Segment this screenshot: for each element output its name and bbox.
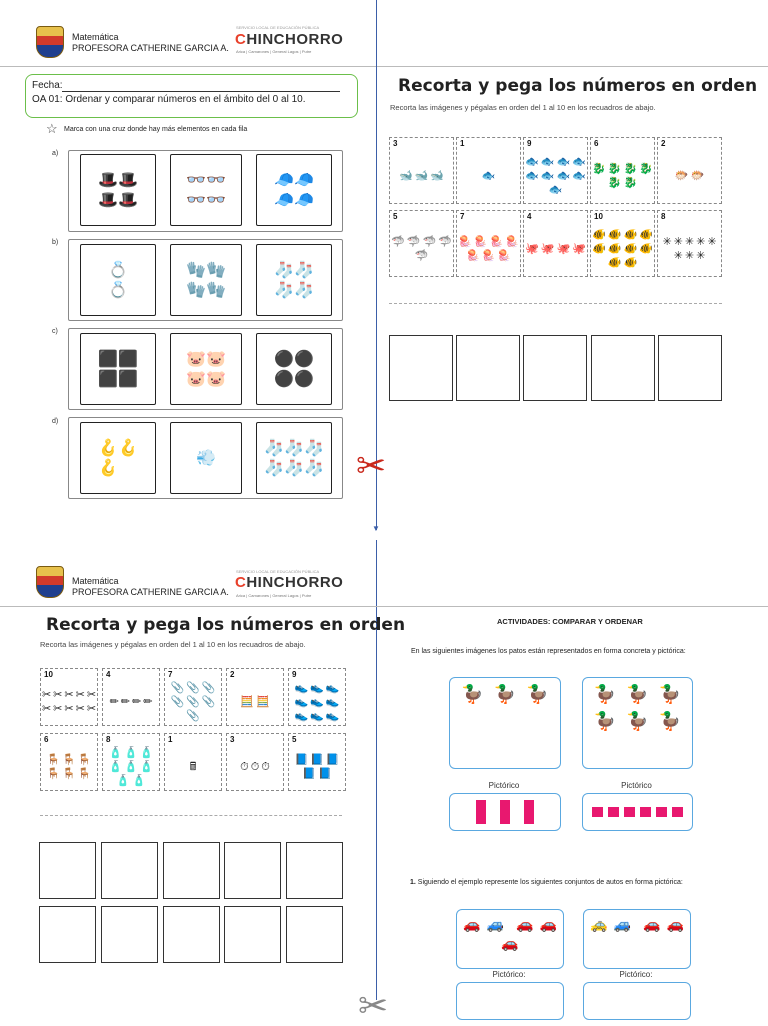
card-pictures xyxy=(227,679,283,725)
car-icon: 🚗 xyxy=(643,916,661,932)
card-item-icon: 🐟 xyxy=(481,169,496,182)
p2-card-5[interactable] xyxy=(288,733,346,791)
card-number: 6 xyxy=(44,735,49,744)
brand-name-2: HINCHORRO xyxy=(246,574,344,591)
objective-text: OA 01: Ordenar y comparar números en el ámbito del 0 al 10. xyxy=(32,94,306,105)
card-item-icon: 🦈 xyxy=(391,235,405,248)
page2-left-subtitle: Recorta las imágenes y pégalas en orden del 1 al 10 en los recuadros de abajo. xyxy=(40,640,306,649)
card-number: 6 xyxy=(594,139,599,148)
card-number: 1 xyxy=(460,139,465,148)
card-pictures xyxy=(658,148,721,203)
card-item-icon: 🐠 xyxy=(623,256,638,269)
card-item-icon: 👟 xyxy=(294,682,309,694)
card-item-icon: 🐉 xyxy=(639,162,653,175)
paste-box-p2-2[interactable] xyxy=(101,842,158,899)
row-label-c: c) xyxy=(52,328,58,335)
card-item-icon: 🐟 xyxy=(525,169,539,182)
card-number: 7 xyxy=(168,670,173,679)
card-item-icon: 🐉 xyxy=(623,176,638,189)
card-number: 7 xyxy=(460,212,465,221)
p1-card-10[interactable] xyxy=(590,210,655,277)
card-item-icon: ✂ xyxy=(86,703,97,715)
brand-top-text: SERVICIO LOCAL DE EDUCACIÓN PÚBLICA xyxy=(236,25,320,30)
pictorico-bar xyxy=(624,807,635,817)
card-item-icon: 🐙 xyxy=(525,242,539,255)
pictorico-bar xyxy=(640,807,651,817)
card-pictures xyxy=(103,679,159,725)
row-d-cell-2[interactable]: 💨 xyxy=(170,422,242,494)
card-item-icon: 🐉 xyxy=(623,162,638,175)
duck-icon: 🦆 xyxy=(461,684,484,704)
car-icon: 🚗 xyxy=(501,935,519,951)
card-item-icon: 📎 xyxy=(201,682,216,694)
p2-card-4[interactable] xyxy=(102,668,160,726)
card-number: 3 xyxy=(393,139,398,148)
card-item-icon: 🐡 xyxy=(690,169,705,182)
card-item-icon: ✏ xyxy=(132,696,142,708)
card-number: 10 xyxy=(594,212,603,221)
card-item-icon: ⏱ xyxy=(261,761,270,773)
row-a-cell-3[interactable]: 🧢🧢 🧢🧢 xyxy=(256,154,332,226)
star-icon: ☆ xyxy=(46,121,58,136)
car-icon: 🚙 xyxy=(486,916,504,932)
paste-box-p2-10[interactable] xyxy=(286,906,343,963)
brand-logo-2 xyxy=(235,574,343,591)
card-item-icon: ✂ xyxy=(86,689,97,701)
card-item-icon: 🪑 xyxy=(62,754,76,766)
card-item-icon: 📘 xyxy=(294,754,309,766)
card-item-icon: ✳ xyxy=(696,249,706,262)
card-item-icon: 🧴 xyxy=(139,747,154,759)
duck-icon: 🦆 xyxy=(626,684,649,704)
card-item-icon: 👟 xyxy=(294,710,309,722)
card-item-icon: 🐋 xyxy=(430,169,445,182)
card-pictures xyxy=(227,744,283,790)
row-label-a: a) xyxy=(52,150,59,157)
paste-box-p2-9[interactable] xyxy=(224,906,281,963)
row-c-cell-1[interactable]: ⬛⬛ ⬛⬛ xyxy=(80,333,156,405)
p1-card-4[interactable] xyxy=(523,210,588,277)
activities-title: ACTIVIDADES: COMPARAR Y ORDENAR xyxy=(497,617,643,626)
paste-box-1[interactable] xyxy=(389,335,453,401)
card-item-icon: 🪼 xyxy=(473,235,488,248)
card-number: 1 xyxy=(168,735,173,744)
card-pictures xyxy=(524,221,587,276)
header-subject: Matemática xyxy=(72,32,119,42)
card-item-icon: 🖩 xyxy=(189,761,197,773)
card-item-icon: ✂ xyxy=(41,689,52,701)
cut-dash-2 xyxy=(40,815,342,816)
car-icon: 🚗 xyxy=(463,916,481,932)
duck-icon: 🦆 xyxy=(593,711,617,731)
card-number: 8 xyxy=(661,212,666,221)
paste-box-4[interactable] xyxy=(591,335,655,401)
cars-set-left xyxy=(456,909,564,969)
row-a-cell-1[interactable]: 🎩🎩 🎩🎩 xyxy=(80,154,156,226)
p2-card-7[interactable] xyxy=(164,668,222,726)
cut-line-vertical-2 xyxy=(376,540,377,1000)
card-item-icon: ✂ xyxy=(75,689,85,701)
card-item-icon: ✳ xyxy=(662,235,672,248)
answer-box-right[interactable] xyxy=(583,982,691,1020)
paste-box-2[interactable] xyxy=(456,335,520,401)
brand-sub: Arica | Camarones | General Lagos | Putre xyxy=(236,49,312,54)
car-icon: 🚗 xyxy=(666,916,684,932)
card-number: 5 xyxy=(393,212,398,221)
card-item-icon: 🐠 xyxy=(592,228,606,241)
card-item-icon: 👟 xyxy=(310,696,324,708)
card-item-icon: 🪼 xyxy=(505,235,519,248)
paste-box-p2-4[interactable] xyxy=(224,842,281,899)
card-item-icon: 📎 xyxy=(170,682,185,694)
card-item-icon: 🦈 xyxy=(406,235,421,248)
card-item-icon: 🐟 xyxy=(556,169,571,182)
p1-card-9[interactable] xyxy=(523,137,588,204)
school-logo-2 xyxy=(36,566,64,598)
row-b-cell-3[interactable]: 🧦🧦 🧦🧦 xyxy=(256,244,332,316)
p1-card-5[interactable] xyxy=(389,210,454,277)
car-icon: 🚕 xyxy=(590,916,608,932)
row-a-cell-2[interactable]: 👓👓 👓👓 xyxy=(170,154,242,226)
p1-card-8[interactable] xyxy=(657,210,722,277)
card-number: 8 xyxy=(106,735,111,744)
pictorico-colon-left: Pictórico: xyxy=(492,970,526,979)
card-item-icon: 🐠 xyxy=(639,242,653,255)
brand-sub-2: Arica | Camarones | General Lagos | Putre xyxy=(236,593,312,598)
card-item-icon: 📘 xyxy=(318,768,332,780)
card-item-icon: ✳ xyxy=(673,249,683,262)
header-teacher: PROFESORA CATHERINE GARCIA A. xyxy=(72,43,229,53)
card-item-icon: 👟 xyxy=(325,682,340,694)
p2-card-2[interactable] xyxy=(226,668,284,726)
card-pictures xyxy=(103,744,159,790)
card-item-icon: 🐙 xyxy=(572,242,586,255)
card-pictures xyxy=(165,744,221,790)
card-item-icon: 📎 xyxy=(170,696,185,708)
row-c-cell-2[interactable]: 🐷🐷 🐷🐷 xyxy=(170,333,242,405)
card-number: 10 xyxy=(44,670,53,679)
paste-box-p2-3[interactable] xyxy=(163,842,220,899)
card-number: 3 xyxy=(230,735,235,744)
ducks-concrete-6 xyxy=(582,677,693,769)
card-item-icon: 🪑 xyxy=(46,768,61,780)
card-item-icon: 🐋 xyxy=(398,169,413,182)
scissors-icon: ✂ xyxy=(356,445,387,486)
card-pictures xyxy=(165,679,221,725)
arrow-down-icon: ▼ xyxy=(372,524,380,533)
car-icon: 🚗 xyxy=(516,916,534,932)
card-item-icon: ⏱ xyxy=(240,761,249,773)
card-item-icon: 🐟 xyxy=(548,183,563,196)
paste-box-3[interactable] xyxy=(523,335,587,401)
paste-box-p2-6[interactable] xyxy=(39,906,96,963)
car-icon: 🚗 xyxy=(539,916,557,932)
card-item-icon: 🧴 xyxy=(116,775,130,787)
brand-logo xyxy=(235,31,343,48)
card-item-icon: 🦈 xyxy=(438,235,452,248)
duck-icon: 🦆 xyxy=(658,684,682,704)
paste-box-p2-7[interactable] xyxy=(101,906,158,963)
pictorico-bar xyxy=(500,800,510,824)
header-teacher-2: PROFESORA CATHERINE GARCIA A. xyxy=(72,587,229,597)
card-item-icon: 🐙 xyxy=(556,242,571,255)
card-item-icon: 🧮 xyxy=(256,696,270,708)
cars-set-right xyxy=(583,909,691,969)
instruction-text: Marca con una cruz donde hay más elementos en cada fila xyxy=(64,126,248,133)
duck-icon: 🦆 xyxy=(493,684,517,704)
card-item-icon: 👟 xyxy=(310,710,324,722)
ducks-concrete-3 xyxy=(449,677,561,769)
card-item-icon: 🐟 xyxy=(572,155,586,168)
duck-icon: 🦆 xyxy=(593,684,617,704)
row-c-cell-3[interactable]: ⚫⚫ ⚫⚫ xyxy=(256,333,332,405)
row-d-cell-1[interactable]: 🪝🪝 🪝 xyxy=(80,422,156,494)
card-item-icon: 🪼 xyxy=(481,249,496,262)
card-item-icon: 🧴 xyxy=(108,761,123,773)
p1-card-6[interactable] xyxy=(590,137,655,204)
card-item-icon: 🧴 xyxy=(124,747,138,759)
paste-box-p2-8[interactable] xyxy=(163,906,220,963)
brand-top-text-2: SERVICIO LOCAL DE EDUCACIÓN PÚBLICA xyxy=(236,569,320,574)
pictorico-bar xyxy=(592,807,603,817)
card-pictures xyxy=(289,744,345,790)
card-item-icon: ✏ xyxy=(120,696,130,708)
card-item-icon: ✂ xyxy=(75,703,85,715)
card-item-icon: 🐟 xyxy=(556,155,571,168)
card-item-icon: ✳ xyxy=(684,235,695,248)
exercise-text: Siguiendo el ejemplo represente los siguientes conjuntos de autos en forma pictórica: xyxy=(417,879,683,886)
card-pictures xyxy=(591,221,654,276)
page1-right-title: Recorta y pega los números en orden xyxy=(398,76,758,96)
card-number: 5 xyxy=(292,735,297,744)
card-item-icon: 🐉 xyxy=(592,162,606,175)
card-item-icon: ✏ xyxy=(109,696,119,708)
card-item-icon: 🐟 xyxy=(540,169,555,182)
card-item-icon: 📎 xyxy=(186,710,200,722)
card-pictures xyxy=(457,148,520,203)
p2-card-3[interactable] xyxy=(226,733,284,791)
card-number: 4 xyxy=(527,212,532,221)
card-item-icon: 🪼 xyxy=(458,235,472,248)
card-item-icon: 🐠 xyxy=(607,242,622,255)
card-item-icon: 🐠 xyxy=(623,228,638,241)
exercise-number: 1. xyxy=(410,879,416,886)
pictorico-box-right xyxy=(582,793,693,831)
card-item-icon: 🧮 xyxy=(240,696,254,708)
row-label-b: b) xyxy=(52,239,59,246)
card-item-icon: 🐠 xyxy=(607,228,622,241)
card-item-icon: 👟 xyxy=(325,696,340,708)
card-item-icon: ✂ xyxy=(53,703,63,715)
brand-initial-2: C xyxy=(235,574,247,591)
pictorico-colon-right: Pictórico: xyxy=(619,970,653,979)
card-item-icon: ⏱ xyxy=(250,761,260,773)
brand-initial: C xyxy=(235,31,247,48)
exercise-1 xyxy=(410,879,683,886)
card-item-icon: 📘 xyxy=(310,754,324,766)
card-number: 2 xyxy=(230,670,235,679)
card-item-icon: 📘 xyxy=(325,754,340,766)
card-pictures xyxy=(524,148,587,203)
scissors-icon-2: ✂ xyxy=(358,985,389,1026)
duck-icon: 🦆 xyxy=(526,684,549,704)
card-item-icon: ✂ xyxy=(41,703,52,715)
card-item-icon: 👟 xyxy=(294,696,309,708)
card-pictures xyxy=(390,221,453,276)
card-item-icon: ✂ xyxy=(64,703,74,715)
card-item-icon: 👟 xyxy=(310,682,324,694)
card-item-icon: 🐠 xyxy=(607,256,622,269)
card-number: 9 xyxy=(292,670,297,679)
p1-card-1[interactable] xyxy=(456,137,521,204)
card-item-icon: 🦈 xyxy=(422,235,437,248)
card-pictures xyxy=(591,148,654,203)
paste-box-p2-5[interactable] xyxy=(286,842,343,899)
card-item-icon: 🐡 xyxy=(674,169,689,182)
card-item-icon: 🐙 xyxy=(540,242,555,255)
page1-right-subtitle: Recorta las imágenes y pégalas en orden del 1 al 10 en los recuadros de abajo. xyxy=(390,103,656,112)
card-item-icon: 🐉 xyxy=(607,176,622,189)
card-item-icon: 🐉 xyxy=(607,162,622,175)
p2-card-8[interactable] xyxy=(102,733,160,791)
card-item-icon: 🐟 xyxy=(572,169,586,182)
card-item-icon: 🐟 xyxy=(540,155,555,168)
card-item-icon: 🪑 xyxy=(62,768,76,780)
school-logo xyxy=(36,26,64,58)
pictorico-bar xyxy=(608,807,619,817)
row-b-cell-2[interactable]: 🧤🧤 🧤🧤 xyxy=(170,244,242,316)
card-item-icon: ✂ xyxy=(53,689,63,701)
card-item-icon: ✳ xyxy=(696,235,706,248)
pictorico-bar xyxy=(672,807,683,817)
card-item-icon: 🐠 xyxy=(592,242,606,255)
activities-intro: En las siguientes imágenes los patos están representados en forma concreta y pictórica: xyxy=(411,648,686,655)
card-item-icon: ✳ xyxy=(684,249,695,262)
p2-card-10[interactable] xyxy=(40,668,98,726)
card-number: 9 xyxy=(527,139,532,148)
fecha-label: Fecha: xyxy=(32,80,63,91)
card-pictures xyxy=(658,221,721,276)
row-label-d: d) xyxy=(52,418,59,425)
pictorico-label-left: Pictórico xyxy=(488,781,520,790)
paste-box-5[interactable] xyxy=(658,335,722,401)
card-pictures xyxy=(390,148,453,203)
paste-box-p2-1[interactable] xyxy=(39,842,96,899)
card-number: 4 xyxy=(106,670,111,679)
card-item-icon: 🪑 xyxy=(77,768,92,780)
card-item-icon: ✏ xyxy=(143,696,153,708)
card-pictures xyxy=(41,744,97,790)
card-item-icon: 🪼 xyxy=(489,235,504,248)
card-item-icon: ✂ xyxy=(64,689,74,701)
pictorico-bar xyxy=(476,800,486,824)
card-item-icon: 🧴 xyxy=(139,761,154,773)
car-icon: 🚙 xyxy=(613,916,631,932)
row-d-cell-3[interactable]: 🧦🧦🧦 🧦🧦🧦 xyxy=(256,422,332,494)
card-item-icon: 🪑 xyxy=(46,754,61,766)
p1-card-2[interactable] xyxy=(657,137,722,204)
pictorico-bar xyxy=(524,800,534,824)
card-item-icon: 📎 xyxy=(186,682,200,694)
p1-card-3[interactable] xyxy=(389,137,454,204)
pictorico-label-right: Pictórico xyxy=(621,781,652,790)
card-number: 2 xyxy=(661,139,666,148)
page2-left-title: Recorta y pega los números en orden xyxy=(46,615,406,635)
card-pictures xyxy=(41,679,97,725)
card-item-icon: 🧴 xyxy=(132,775,146,787)
card-item-icon: 📘 xyxy=(302,768,316,780)
card-item-icon: 🐟 xyxy=(525,155,539,168)
cut-dash-1 xyxy=(389,303,722,304)
header-subject-2: Matemática xyxy=(72,576,119,586)
card-item-icon: 🦈 xyxy=(414,249,429,262)
p2-card-9[interactable] xyxy=(288,668,346,726)
fecha-underline[interactable] xyxy=(62,91,340,92)
card-item-icon: 🧴 xyxy=(108,747,123,759)
duck-icon: 🦆 xyxy=(626,711,649,731)
card-pictures xyxy=(289,679,345,725)
card-item-icon: 📎 xyxy=(201,696,216,708)
card-item-icon: ✳ xyxy=(707,235,717,248)
card-item-icon: ✳ xyxy=(673,235,683,248)
card-item-icon: 🪑 xyxy=(77,754,92,766)
card-item-icon: 🧴 xyxy=(124,761,138,773)
card-item-icon: 🪼 xyxy=(497,249,512,262)
p1-card-7[interactable] xyxy=(456,210,521,277)
pictorico-box-left xyxy=(449,793,561,831)
card-item-icon: 🐠 xyxy=(639,228,653,241)
p2-card-6[interactable] xyxy=(40,733,98,791)
card-pictures xyxy=(457,221,520,276)
pictorico-bar xyxy=(656,807,667,817)
answer-box-left[interactable] xyxy=(456,982,564,1020)
card-item-icon: 👟 xyxy=(325,710,340,722)
p2-card-1[interactable] xyxy=(164,733,222,791)
row-b-cell-1[interactable]: 💍 💍 xyxy=(80,244,156,316)
card-item-icon: 🪼 xyxy=(465,249,480,262)
card-item-icon: 🐋 xyxy=(414,169,429,182)
duck-icon: 🦆 xyxy=(658,711,682,731)
brand-name: HINCHORRO xyxy=(246,31,344,48)
card-item-icon: 📎 xyxy=(186,696,200,708)
card-item-icon: 🐠 xyxy=(623,242,638,255)
